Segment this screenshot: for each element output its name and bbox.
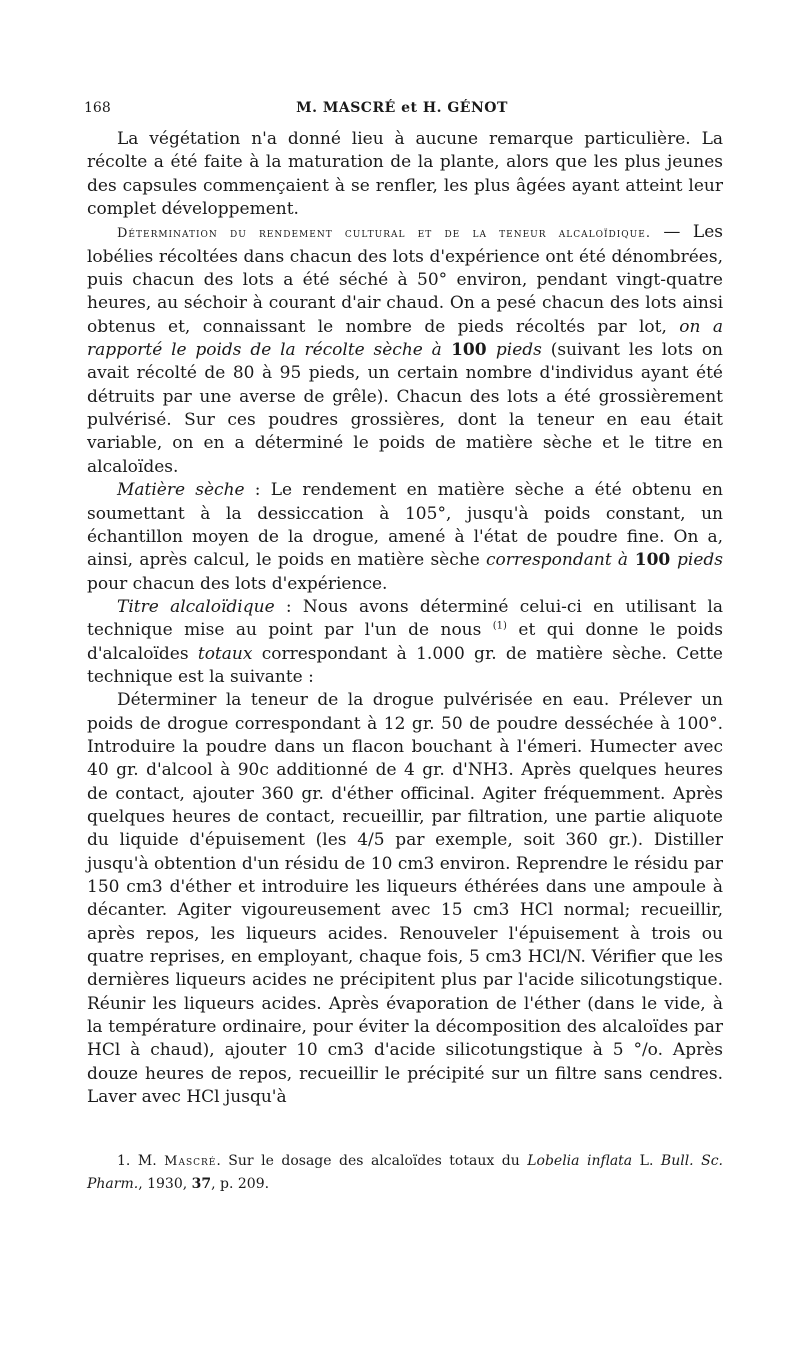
- paragraph-determination: Détermination du rendement cultural et de la teneur alcaloïdique. — Les lobélies récoltées dans chacun des lots d'expérience ont été dénombrées, puis chacun des lots a été séché à 50° environ, pendant vingt-quatre heures, au séchoir à courant d'air chaud. On a pesé chacun des lots ainsi obtenus et, connaissant le nombre de pieds récoltés par lot, on a rapporté le poids de la récolte sèche à 100 pieds (suivant les lots on avait récolté de 80 à 95 pieds, un certain nombre d'individus ayant été détruits par une averse de grêle). Chacun des lots a été grossièrement pulvérisé. Sur ces poudres grossières, dont la teneur en eau était variable, on en a déterminé le poids de matière sèche et le titre en alcaloïdes.: [87, 222, 723, 477]
- paragraph-matiere-seche: Matière sèche : Le rendement en matière sèche a été obtenu en soumettant à la dessiccation à 105°, jusqu'à poids constant, un échantillon moyen de la drogue, amené à l'état de poudre fine. On a, ainsi, après calcul, le poids en matière sèche correspondant à 100 pieds pour chacun des lots d'expérience.: [87, 480, 724, 594]
- page-number: 168: [84, 100, 111, 116]
- subheading-matiere-seche: Matière sèche: [117, 480, 245, 501]
- footnote-ref: (1): [492, 620, 507, 632]
- running-title: M. MASCRÉ et H. GÉNOT: [296, 100, 508, 116]
- footnote: 1. M. Mascré. Sur le dosage des alcaloïdes totaux du Lobelia inflata L. Bull. Sc. Pharm., 1930, 37, p. 209.: [87, 1153, 723, 1192]
- paragraph-technique: Déterminer la teneur de la drogue pulvérisée en eau. Prélever un poids de drogue correspondant à 12 gr. 50 de poudre desséchée à 100°. Introduire la poudre dans un flacon bouchant à l'émeri. Humecter avec 40 gr. d'alcool à 90c additionné de 4 gr. d'NH3. Après quelques heures de contact, ajouter 360 gr. d'éther officinal. Agiter fréquemment. Après quelques heures de contact, recueillir, par filtration, une partie aliquote du liquide d'épuisement (les 4/5 par exemple, soit 360 gr.). Distiller jusqu'à obtention d'un résidu de 10 cm3 environ. Reprendre le résidu par 150 cm3 d'éther et introduire les liqueurs éthérées dans une ampoule à décanter. Agiter vigoureusement avec 15 cm3 HCl normal; recueillir, après repos, les liqueurs acides. Renouveler l'épuisement à trois ou quatre reprises, en employant, chaque fois, 5 cm3 HCl/N. Vérifier que les dernières liqueurs acides ne précipitent plus par l'acide silicotungstique. Réunir les liqueurs acides. Après évaporation de l'éther (dans le vide, à la température ordinaire, pour éviter la décomposition des alcaloïdes par HCl à chaud), ajouter 10 cm3 d'acide silicotungstique à 5 °/o. Après douze heures de repos, recueillir le précipité sur un filtre sans cendres. Laver avec HCl jusqu'à: [87, 690, 723, 1108]
- page-header: [84, 100, 720, 120]
- paragraph-titre-alcaloidique: Titre alcaloïdique : Nous avons déterminé celui-ci en utilisant la technique mise au point par l'un de nous $^{(1)}$ et qui donne le poids d'alcaloïdes totaux correspondant à 1.000 gr. de matière sèche. Cette technique est la suivante :: [87, 596, 724, 687]
- article-body: [87, 128, 723, 1109]
- paragraph-vegetation: La végétation n'a donné lieu à aucune remarque particulière. La récolte a été faite à la maturation de la plante, alors que les plus jeunes des capsules commençaient à se renfler, les plus âgées ayant atteint leur complet développement.: [87, 129, 723, 220]
- subheading-titre: Titre alcaloïdique: [117, 596, 275, 617]
- section-heading: Détermination du rendement cultural et de la teneur alcaloïdique.: [117, 226, 651, 242]
